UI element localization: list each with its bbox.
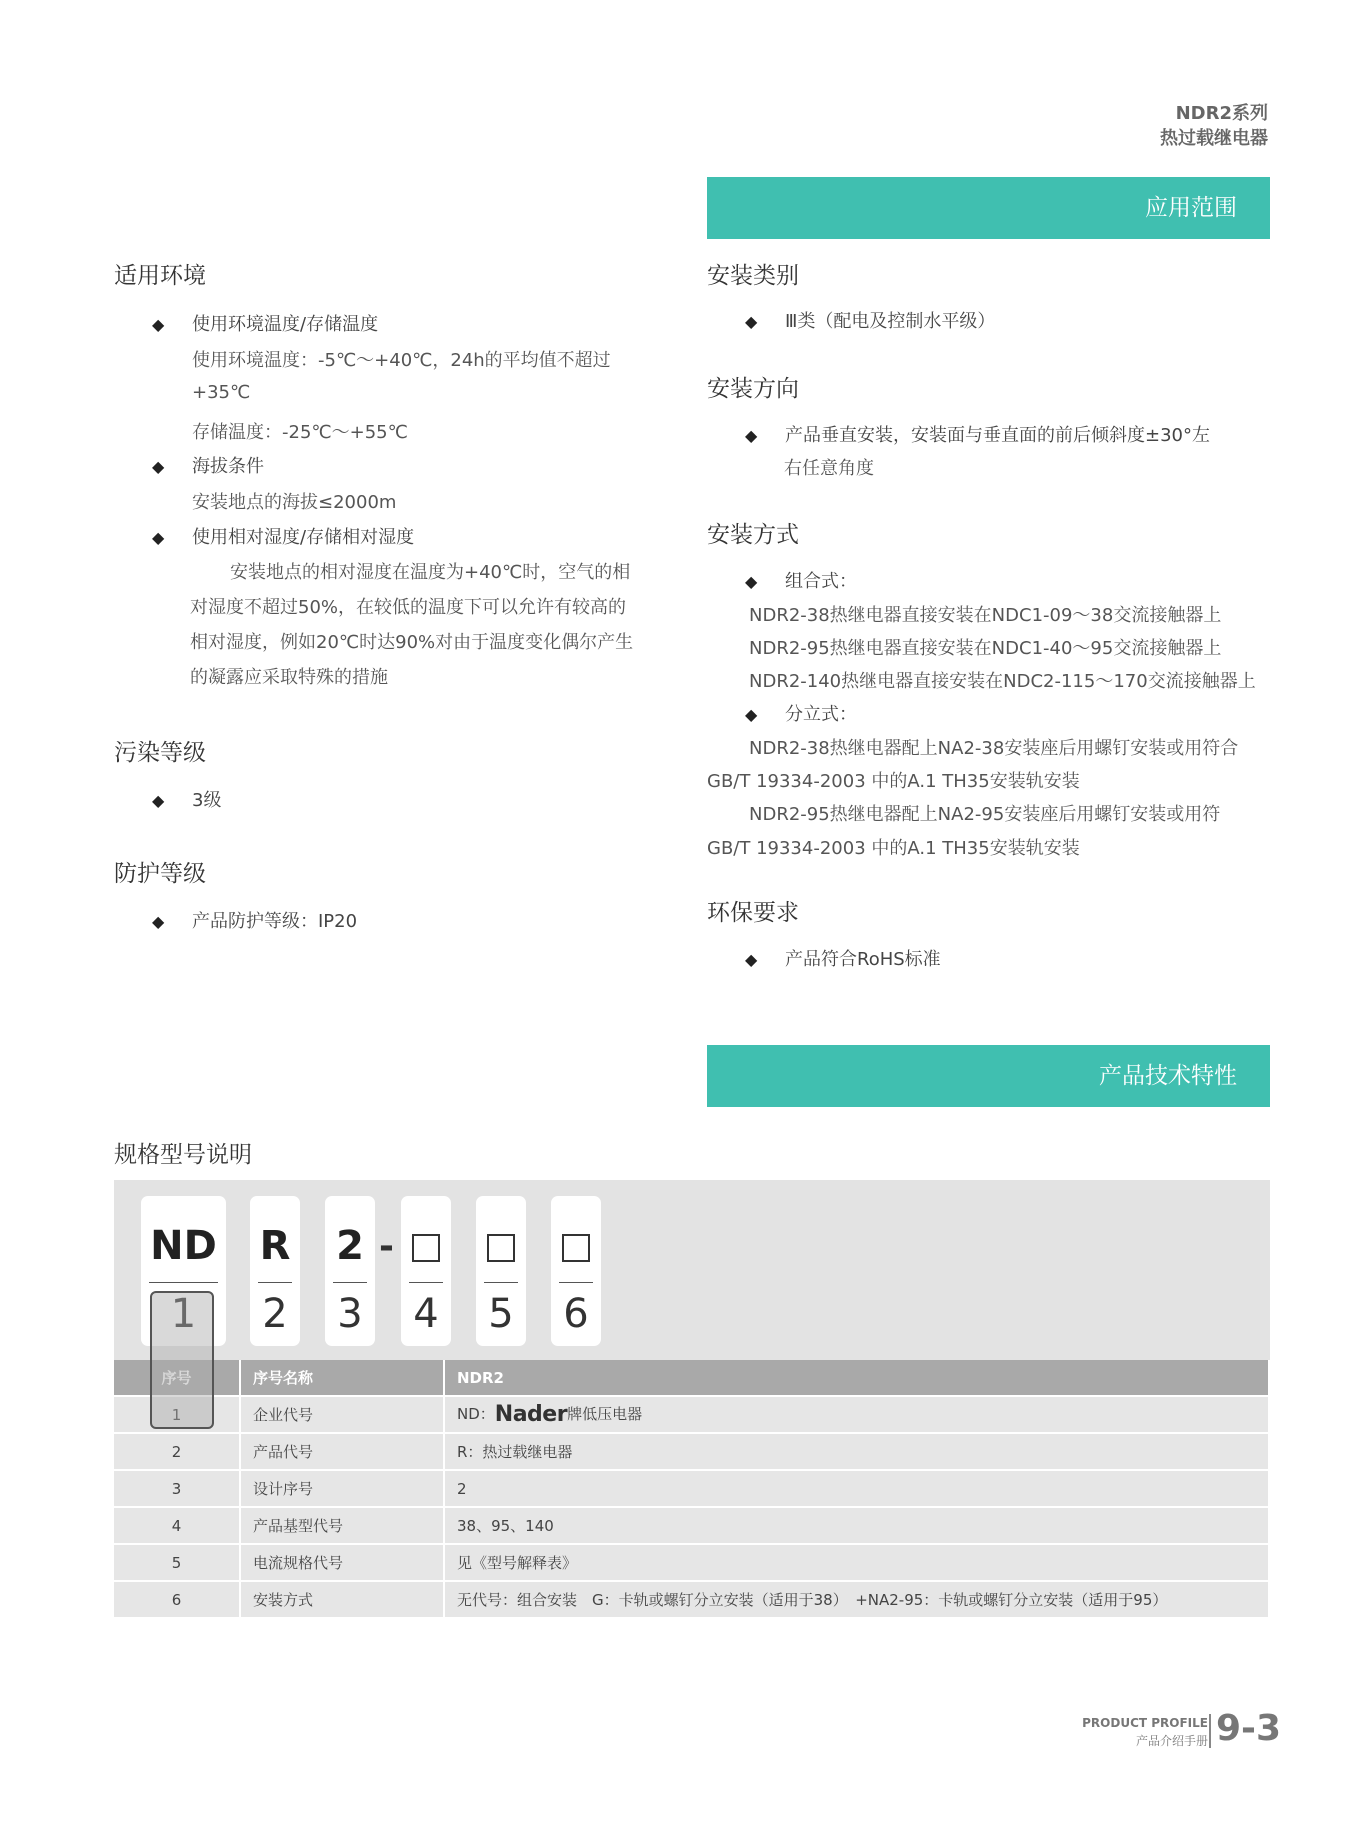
combined-line-2: NDR2-95热继电器直接安装在NDC1-40～95交流接触器上 [749,638,1222,659]
bullet-humidity: ◆ 使用相对湿度/存储相对湿度 [152,527,415,548]
table-row: 4 产品基型代号 38、95、140 [114,1507,1269,1544]
header-ndr2: NDR2 [444,1360,1269,1396]
code-index-2: 2 [262,1291,288,1337]
empty-box-icon [562,1234,590,1262]
code-segment-r: R [259,1223,291,1269]
code-index-3: 3 [337,1291,363,1337]
altitude-text: 安装地点的海拔≤2000m [192,492,397,513]
code-index-4: 4 [413,1291,439,1337]
header-name: 序号名称 [240,1360,444,1396]
code-card-2 [250,1196,300,1346]
table-row: 3 设计序号 2 [114,1470,1269,1507]
separate-line-4: GB/T 19334-2003 中的A.1 TH35安装轨安装 [707,838,1080,859]
section-title-protection: 防护等级 [114,861,206,887]
diamond-icon: ◆ [152,457,165,476]
separate-line-2: GB/T 19334-2003 中的A.1 TH35安装轨安装 [707,771,1080,792]
section-title-install-direction: 安装方向 [707,376,799,402]
code-card-3 [325,1196,375,1346]
banner-application-scope: 应用范围 [707,177,1270,239]
diamond-icon: ◆ [152,315,165,334]
bullet-protection: ◆ 产品防护等级：IP20 [152,911,358,932]
install-direction-cont: 右任意角度 [784,458,874,479]
combined-line-3: NDR2-140热继电器直接安装在NDC2-115～170交流接触器上 [749,671,1256,692]
diamond-icon: ◆ [745,312,758,331]
banner-technical-features: 产品技术特性 [707,1045,1270,1107]
diamond-icon: ◆ [745,572,758,591]
diamond-icon: ◆ [745,426,758,445]
bullet-install-category: ◆ Ⅲ类（配电及控制水平级） [745,311,996,332]
model-spec-table [114,1360,1270,1619]
code-card-6 [551,1196,601,1346]
footer-manual: 产品介绍手册 [1135,1734,1208,1748]
diamond-icon: ◆ [152,912,165,931]
code-dash: - [379,1226,394,1267]
header-index: 序号 [114,1360,240,1396]
page-number: 9-3 [1216,1708,1282,1749]
code-segment-placeholder-6 [551,1224,601,1268]
table-row: 2 产品代号 R：热过载继电器 [114,1433,1269,1470]
diamond-icon: ◆ [152,528,165,547]
bullet-pollution: ◆ 3级 [152,790,222,811]
temperature-operating: 使用环境温度：-5℃～+40℃，24h的平均值不超过 [192,350,611,371]
code-segment-nd: ND [150,1223,217,1269]
footer-divider [1209,1714,1211,1748]
humidity-text-2: 对湿度不超过50%，在较低的温度下可以允许有较高的 [190,597,627,618]
temperature-storage: 存储温度：-25℃～+55℃ [192,422,408,443]
highlight-box-index-1 [150,1291,214,1429]
bullet-temperature: ◆ 使用环境温度/存储温度 [152,314,379,335]
empty-box-icon [487,1234,515,1262]
table-row: 1 企业代号 ND：Nader牌低压电器 [114,1396,1269,1433]
bullet-install-direction: ◆ 产品垂直安装，安装面与垂直面的前后倾斜度±30°左 [745,425,1210,446]
humidity-text-3: 相对湿度，例如20℃时达90%对由于温度变化偶尔产生 [190,632,634,653]
code-segment-placeholder-4 [401,1224,451,1268]
separate-line-3: NDR2-95热继电器配上NA2-95安装座后用螺钉安装或用符 [749,804,1221,825]
bullet-combined: ◆ 组合式： [745,571,857,592]
code-card-5 [476,1196,526,1346]
table-row: 5 电流规格代号 见《型号解释表》 [114,1544,1269,1581]
diamond-icon: ◆ [745,705,758,724]
table-header-row [114,1360,1269,1396]
code-segment-placeholder-5 [476,1224,526,1268]
section-title-install-method: 安装方式 [707,522,799,548]
diamond-icon: ◆ [152,791,165,810]
bullet-rohs: ◆ 产品符合RoHS标准 [745,949,941,970]
empty-box-icon [412,1234,440,1262]
series-name: NDR2系列 [1175,103,1268,124]
table-row: 6 安装方式 无代号：组合安装 G：卡轨或螺钉分立安装（适用于38） +NA2-95：卡轨或螺钉分立安装（适用于95） [114,1581,1269,1618]
humidity-text-1: 安装地点的相对湿度在温度为+40℃时，空气的相 [230,562,631,583]
section-title-pollution: 污染等级 [114,740,206,766]
humidity-text-4: 的凝露应采取特殊的措施 [190,667,388,688]
product-title: 热过载继电器 [1160,128,1268,149]
diamond-icon: ◆ [745,950,758,969]
code-index-6: 6 [563,1291,589,1337]
bullet-separate: ◆ 分立式： [745,704,857,725]
section-title-model: 规格型号说明 [114,1142,252,1168]
code-card-4 [401,1196,451,1346]
section-title-environment: 适用环境 [114,263,206,289]
code-index-5: 5 [488,1291,514,1337]
nader-logo: Nader [494,1402,568,1427]
code-index-1: 1 [170,1291,197,1337]
footer-product-profile: PRODUCT PROFILE [1082,1716,1208,1730]
temperature-operating-cont: +35℃ [192,382,251,403]
bullet-altitude: ◆ 海拔条件 [152,456,264,477]
code-segment-2: 2 [336,1223,364,1269]
combined-line-1: NDR2-38热继电器直接安装在NDC1-09～38交流接触器上 [749,605,1222,626]
section-title-environmental: 环保要求 [707,900,799,926]
section-title-install-category: 安装类别 [707,263,799,289]
separate-line-1: NDR2-38热继电器配上NA2-38安装座后用螺钉安装或用符合 [749,738,1239,759]
